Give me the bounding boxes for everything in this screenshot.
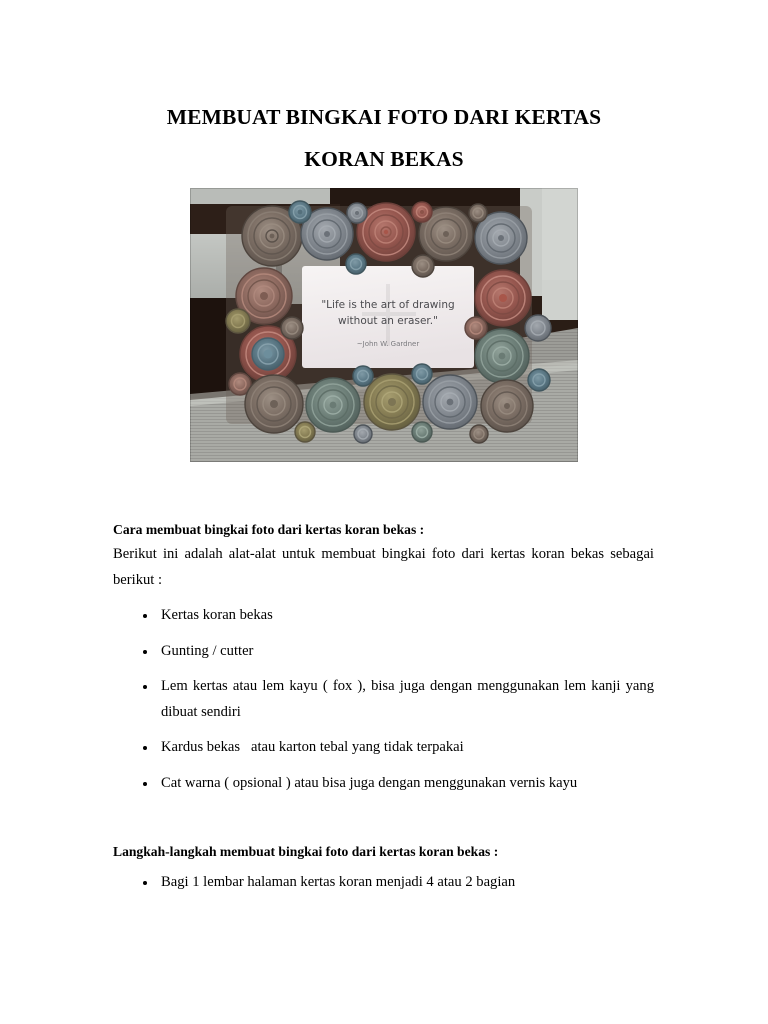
list-item: [113, 870, 654, 896]
tools-section-heading: Cara membuat bingkai foto dari kertas koran bekas :: [113, 522, 425, 537]
tools-list: [113, 603, 654, 796]
list-item-text: Kertas koran bekas: [161, 607, 273, 623]
photo-illustration: [190, 188, 578, 462]
list-item-text: Bagi 1 lembar halaman kertas koran menjadi 4 atau 2 bagian: [161, 874, 516, 890]
list-item-text: Kardus bekas atau karton tebal yang tidak terpakai: [161, 739, 464, 755]
document-body: [113, 518, 654, 896]
newspaper-photo-frame-image: [190, 188, 578, 462]
steps-section-heading: Langkah-langkah membuat bingkai foto dari kertas koran bekas :: [113, 844, 499, 859]
svg-text:"Life is the art of drawing: "Life is the art of drawing: [321, 299, 455, 311]
list-item: [113, 771, 654, 797]
list-item: [113, 674, 654, 725]
list-item: [113, 735, 654, 761]
list-item-text: Lem kertas atau lem kayu ( fox ), bisa juga dengan menggunakan lem kanji yang dibuat sendiri: [161, 678, 654, 720]
steps-list: [113, 870, 654, 896]
page-title-line-2: KORAN BEKAS: [304, 147, 464, 172]
svg-text:without an eraser.": without an eraser.": [338, 315, 438, 327]
list-item-text: Cat warna ( opsional ) atau bisa juga dengan menggunakan vernis kayu: [161, 774, 578, 791]
tools-intro-paragraph: Berikut ini adalah alat-alat untuk membuat bingkai foto dari kertas koran bekas sebagai berikut :: [113, 546, 654, 588]
list-item: [113, 639, 654, 665]
list-item-text: Gunting / cutter: [161, 642, 254, 659]
page-title: [0, 96, 768, 180]
svg-text:~John W. Gardner: ~John W. Gardner: [356, 340, 420, 348]
page-title-line-1: MEMBUAT BINGKAI FOTO DARI KERTAS: [166, 105, 602, 130]
list-item: [113, 603, 654, 629]
